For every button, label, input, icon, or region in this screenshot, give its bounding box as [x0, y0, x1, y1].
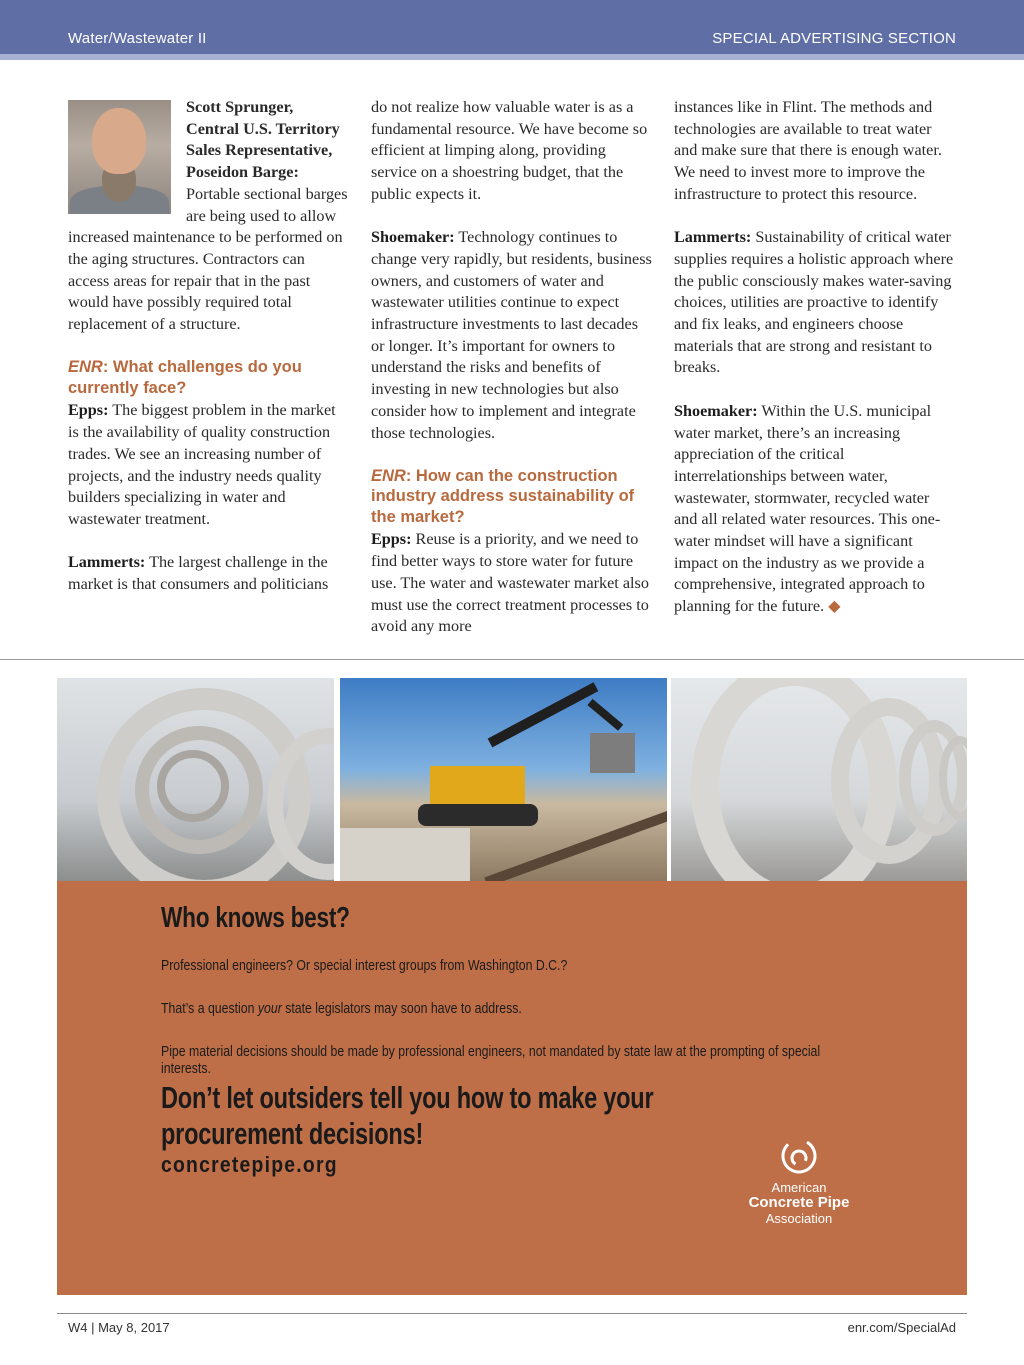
answer-paragraph — [68, 400, 350, 530]
answer-text: The largest challenge in the market is that consumers and politicians — [68, 553, 329, 594]
speaker-name: Epps: — [371, 530, 412, 549]
concrete-pipes-photo — [57, 678, 334, 881]
ad-headline: Who knows best? — [161, 902, 350, 934]
article-column-2 — [371, 97, 653, 638]
article-column-1 — [68, 97, 350, 596]
speaker-name: Lammerts: — [674, 228, 752, 247]
speaker-name: Shoemaker: — [371, 228, 455, 247]
enr-label: ENR — [68, 358, 103, 377]
enr-label: ENR — [371, 466, 406, 485]
answer-text: Sustainability of critical water supplies requires a holistic approach where the public consciously makes water-saving choices, utilities are proactive to identify and fix leaks, and engineers choose materials that are strong and resistant to breaks. — [674, 228, 954, 377]
logo-line-2: Concrete Pipe — [748, 1194, 850, 1211]
acpa-logo-icon — [779, 1136, 819, 1176]
advertising-label: SPECIAL ADVERTISING SECTION — [712, 30, 956, 47]
ad-photo-strip — [57, 678, 967, 881]
speaker-name: Shoemaker: — [674, 401, 758, 420]
question-heading — [68, 357, 350, 398]
advertisement — [57, 678, 967, 1295]
question-text: : What challenges do you currently face? — [68, 358, 302, 397]
logo-line-1: American — [771, 1180, 827, 1195]
bio-text: Portable sectional barges are being used to allow increased maintenance to be performed on the aging structures. Contractors can access areas for repair that in the past would have possibly required total replacement of a structure. — [68, 184, 348, 334]
section-title: Water/Wastewater II — [68, 30, 207, 47]
answer-paragraph — [674, 401, 956, 618]
answer-paragraph — [674, 227, 956, 379]
acpa-logo — [729, 1136, 869, 1226]
page-folio: W4 | May 8, 2017 — [68, 1320, 170, 1335]
ad-line-3: Pipe material decisions should be made by professional engineers, not mandated by state law at the prompting of special interests. — [161, 1043, 821, 1077]
ad-website-link[interactable]: concretepipe.org — [161, 1152, 338, 1177]
end-diamond-icon: ◆ — [828, 597, 841, 616]
footer-divider — [57, 1313, 967, 1314]
ad-line-2 — [161, 1000, 522, 1017]
question-text: : How can the construction industry address sustainability of the market? — [371, 466, 635, 526]
article-column-3 — [674, 97, 956, 618]
answer-text: The biggest problem in the market is the availability of quality construction trades. We see an increasing number of projects, and the industry needs quality builders specializing in water and wastewater treatment. — [68, 401, 336, 528]
bio-name: Scott Sprunger, Central U.S. Territory Sales Representative, Poseidon Barge: — [186, 98, 340, 182]
question-heading — [371, 466, 653, 528]
logo-line-3: Association — [765, 1211, 833, 1226]
answer-text: Reuse is a priority, and we need to find better ways to store water for future use. The water and wastewater market also must use the correct treatment processes to avoid any more — [371, 530, 649, 636]
ad-line-2-emphasis: your — [257, 1000, 282, 1017]
ad-line-2-start: That’s a question — [161, 1000, 258, 1017]
answer-continuation: instances like in Flint. The methods and technologies are available to treat water and make sure that there is enough water. We need to invest more to improve the infrastructure to protect this resource. — [674, 98, 942, 203]
ad-line-1: Professional engineers? Or special interest groups from Washington D.C.? — [161, 957, 568, 974]
header-stripe — [0, 54, 1024, 60]
ad-line-2-end: state legislators may soon have to address. — [281, 1000, 522, 1017]
answer-text: Within the U.S. municipal water market, there’s an increasing appreciation of the critical interrelationships between water, wastewater, stormwater, recycled water and all related water resources. This one-water mindset will have a significant impact on the industry as we provide a comprehensive, integrated approach to planning for the future. — [674, 401, 941, 616]
ad-tagline: Don’t let outsiders tell you how to make your procurement decisions! — [161, 1080, 654, 1151]
answer-paragraph — [371, 227, 653, 444]
answer-paragraph — [371, 529, 653, 638]
answer-paragraph — [68, 552, 350, 595]
excavator-photo — [340, 678, 667, 881]
speaker-name: Lammerts: — [68, 553, 146, 572]
concrete-box — [590, 733, 635, 773]
header-bar — [0, 0, 1024, 54]
pipe-row-photo — [671, 678, 967, 881]
answer-text: Technology continues to change very rapidly, but residents, business owners, and customers of water and wastewater utilities continue to expect infrastructure investments to last decades or longer. It’s important for owners to understand the risks and benefits of investing in new technologies but also consider how to implement and integrate those technologies. — [371, 228, 652, 442]
answer-continuation: do not realize how valuable water is as a fundamental resource. We have become so efficient at limping along, providing service on a shoestring budget, that the public expects it. — [371, 98, 648, 203]
footer-url: enr.com/SpecialAd — [847, 1320, 956, 1335]
portrait-photo — [68, 100, 171, 214]
speaker-name: Epps: — [68, 401, 109, 420]
section-divider — [0, 659, 1024, 660]
